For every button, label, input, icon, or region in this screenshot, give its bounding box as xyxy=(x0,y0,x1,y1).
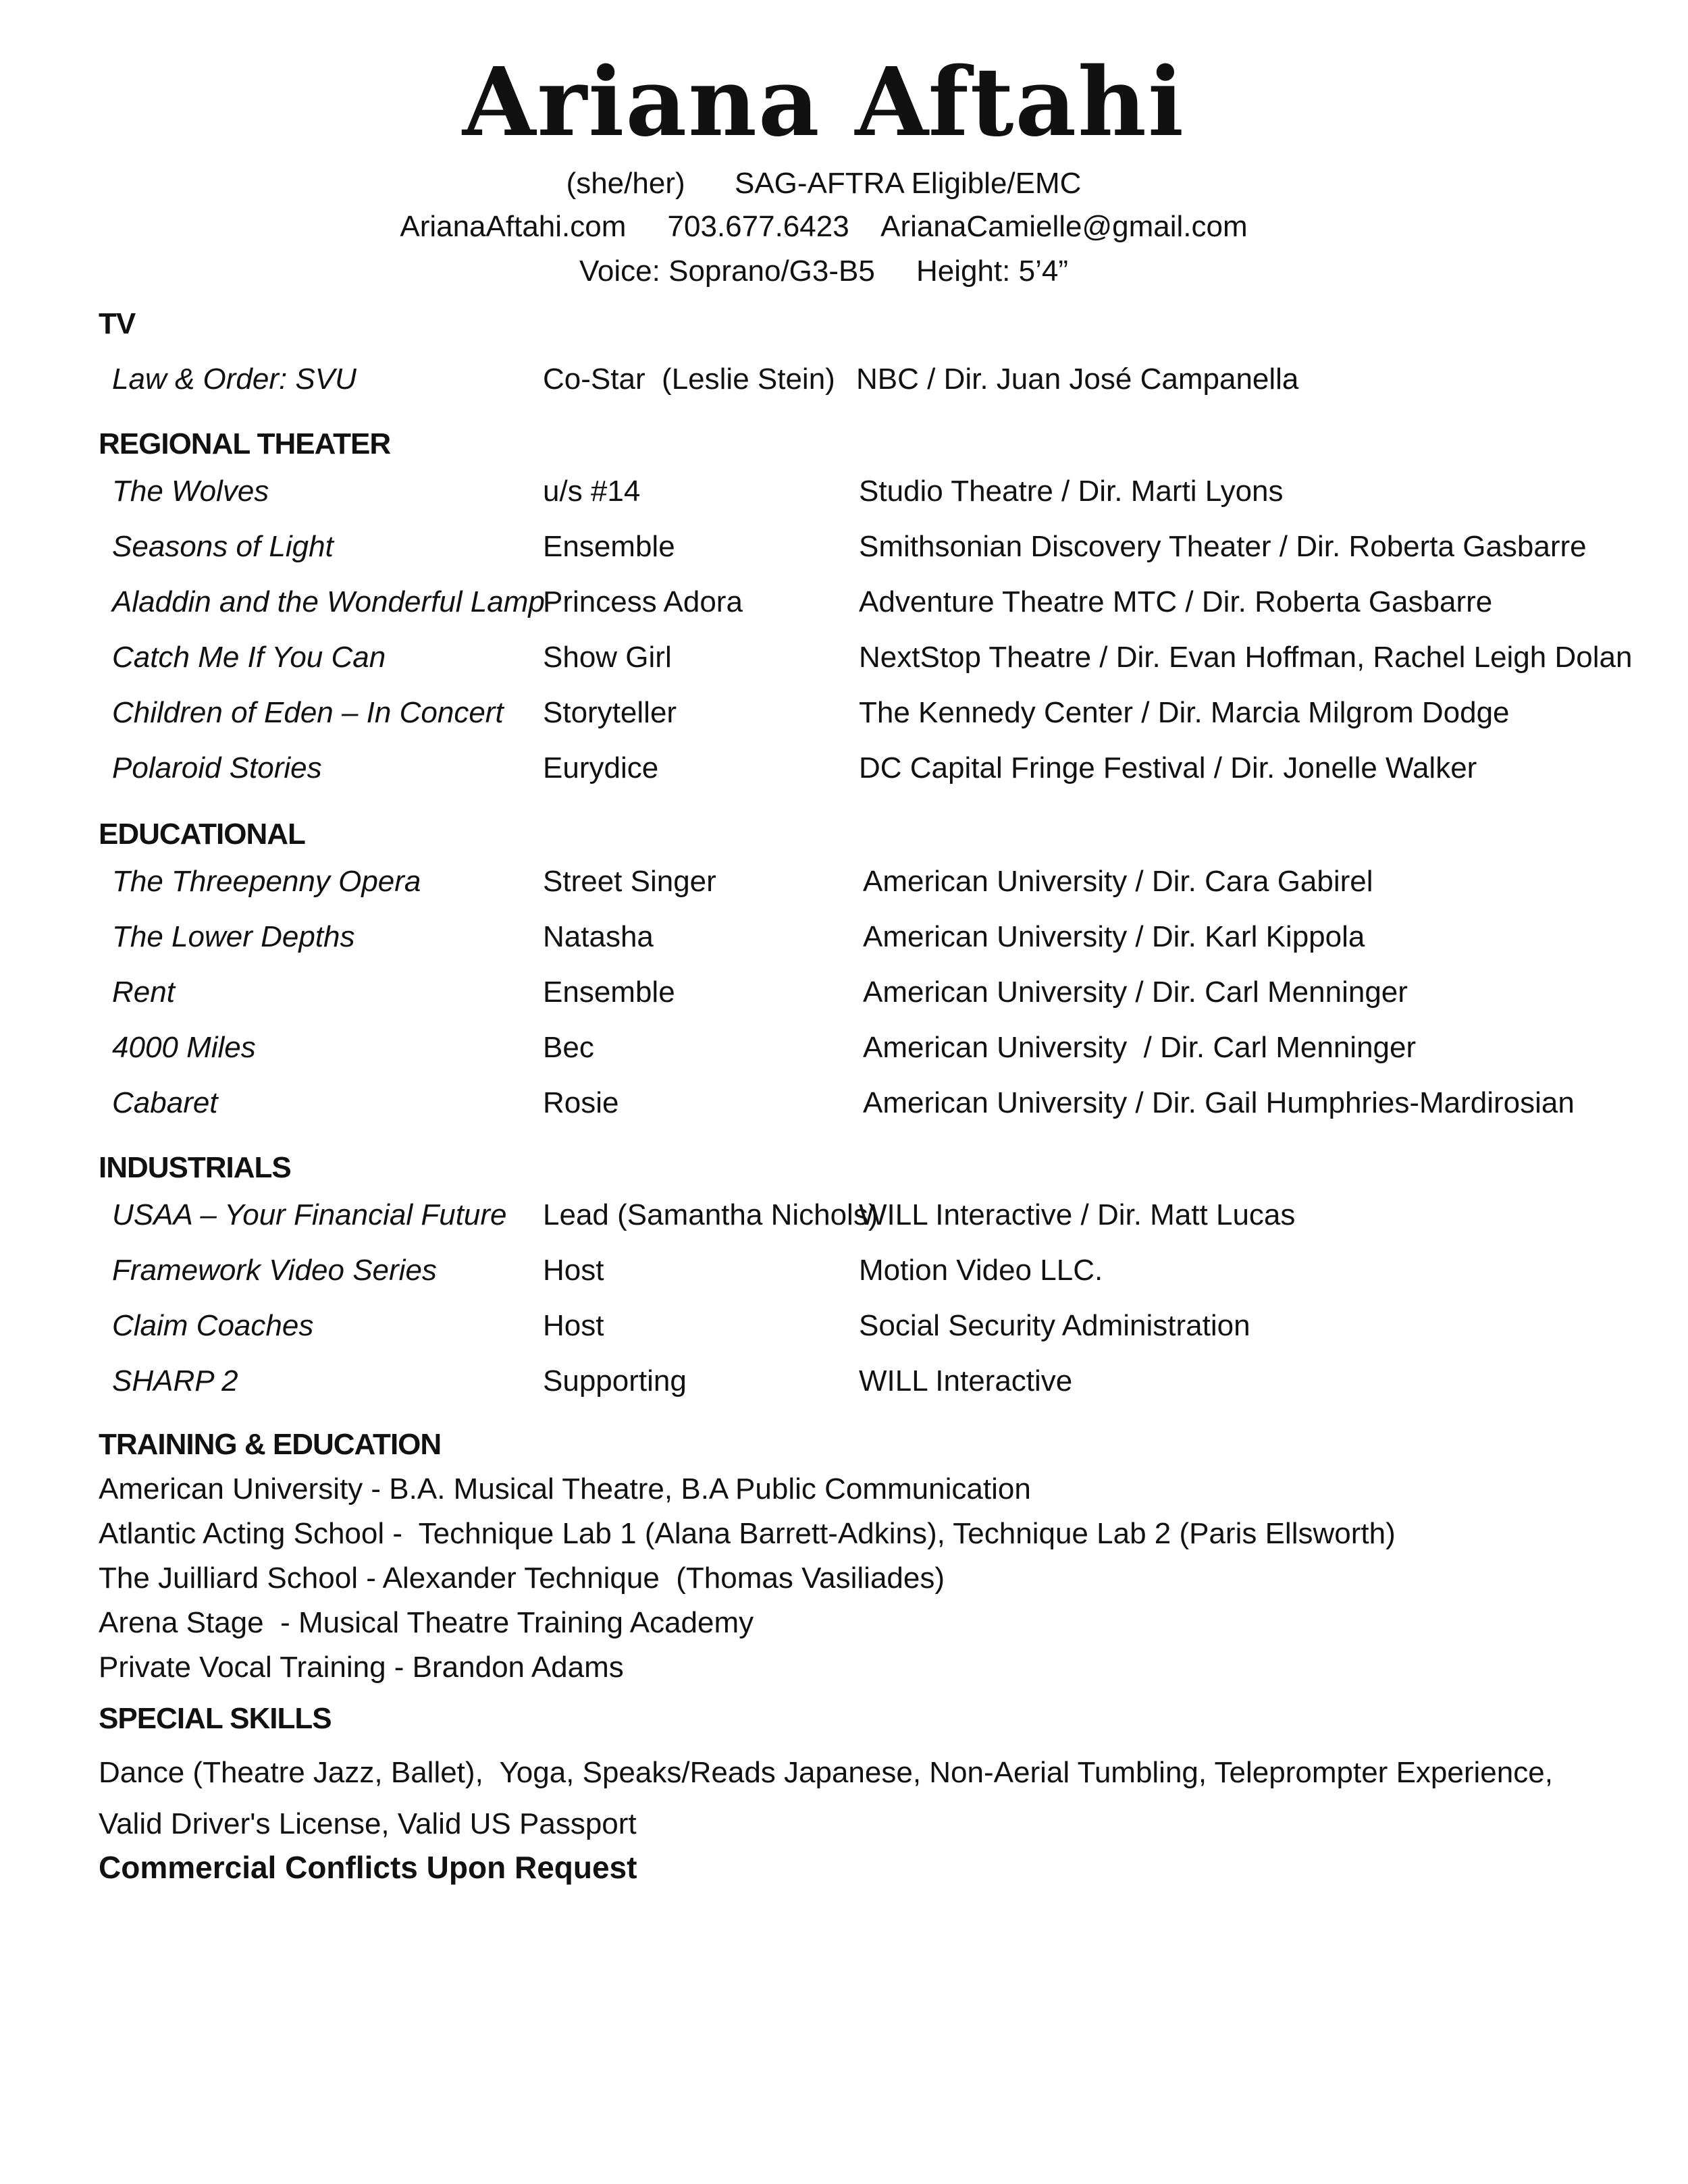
credit-venue: The Kennedy Center / Dir. Marcia Milgrom Dodge xyxy=(859,696,1510,729)
credit-venue: American University / Dir. Gail Humphries-Mardirosian xyxy=(863,1086,1575,1119)
credit-role: Host xyxy=(543,1309,604,1342)
section-title-special-skills: SPECIAL SKILLS xyxy=(99,1702,332,1735)
credit-role: Bec xyxy=(543,1031,594,1064)
credit-venue: Social Security Administration xyxy=(859,1309,1250,1342)
credit-title: The Threepenny Opera xyxy=(112,865,421,898)
section-title-tv: TV xyxy=(99,307,136,340)
credit-title: The Wolves xyxy=(112,475,269,508)
credit-role: Natasha xyxy=(543,920,654,953)
credit-row xyxy=(0,528,1688,568)
skills-line: Valid Driver's License, Valid US Passport xyxy=(99,1807,637,1840)
credit-venue: American University / Dir. Carl Menninger xyxy=(863,976,1408,1009)
credit-venue: American University / Dir. Karl Kippola xyxy=(863,920,1365,953)
voice-height-line: Voice: Soprano/G3-B5 Height: 5’4” xyxy=(579,255,1068,288)
credit-role: Show Girl xyxy=(543,641,672,674)
training-line: Arena Stage - Musical Theatre Training Academy xyxy=(99,1606,754,1639)
credit-row xyxy=(0,473,1688,513)
pronouns-union-line: (she/her) SAG-AFTRA Eligible/EMC xyxy=(566,167,1082,200)
actor-name: Ariana Aftahi xyxy=(462,47,1186,158)
credit-venue: DC Capital Fringe Festival / Dir. Jonelle Walker xyxy=(859,751,1477,784)
credit-role: Supporting xyxy=(543,1364,687,1397)
credit-venue: NBC / Dir. Juan José Campanella xyxy=(856,363,1299,396)
credit-row xyxy=(0,694,1688,735)
credit-role: Ensemble xyxy=(543,976,675,1009)
section-title-industrials: INDUSTRIALS xyxy=(99,1151,291,1184)
credit-title: Law & Order: SVU xyxy=(112,363,357,396)
section-title-educational: EDUCATIONAL xyxy=(99,818,305,851)
credit-row xyxy=(0,1252,1688,1292)
contact-line: ArianaAftahi.com 703.677.6423 ArianaCamielle@gmail.com xyxy=(400,210,1248,243)
commercial-conflicts-note: Commercial Conflicts Upon Request xyxy=(99,1850,637,1885)
credit-row xyxy=(0,863,1688,903)
section-title-training: TRAINING & EDUCATION xyxy=(99,1428,442,1461)
credit-title: Children of Eden – In Concert xyxy=(112,696,504,729)
skills-line: Dance (Theatre Jazz, Ballet), Yoga, Speaks/Reads Japanese, Non-Aerial Tumbling, Teleprompter Experience, xyxy=(99,1756,1553,1789)
training-line: Atlantic Acting School - Technique Lab 1 (Alana Barrett-Adkins), Technique Lab 2 (Paris Ellsworth) xyxy=(99,1517,1396,1550)
credit-venue: American University / Dir. Carl Menninger xyxy=(863,1031,1417,1064)
training-line: Private Vocal Training - Brandon Adams xyxy=(99,1651,624,1684)
training-line: American University - B.A. Musical Theatre, B.A Public Communication xyxy=(99,1472,1031,1506)
credit-row xyxy=(0,639,1688,679)
credit-title: 4000 Miles xyxy=(112,1031,256,1064)
credit-role: Ensemble xyxy=(543,530,675,563)
credit-venue: American University / Dir. Cara Gabirel xyxy=(863,865,1373,898)
credit-title: USAA – Your Financial Future xyxy=(112,1198,507,1231)
credit-title: SHARP 2 xyxy=(112,1364,238,1397)
credit-row xyxy=(0,749,1688,790)
credit-venue: WILL Interactive / Dir. Matt Lucas xyxy=(859,1198,1296,1231)
credit-venue: Studio Theatre / Dir. Marti Lyons xyxy=(859,475,1284,508)
credit-venue: Smithsonian Discovery Theater / Dir. Roberta Gasbarre xyxy=(859,530,1587,563)
credit-role: Eurydice xyxy=(543,751,659,784)
credit-row xyxy=(0,974,1688,1014)
credit-row xyxy=(0,583,1688,624)
credit-role: Storyteller xyxy=(543,696,677,729)
credit-title: Polaroid Stories xyxy=(112,751,322,784)
credit-title: Catch Me If You Can xyxy=(112,641,386,674)
credit-venue: NextStop Theatre / Dir. Evan Hoffman, Rachel Leigh Dolan xyxy=(859,641,1633,674)
credit-venue: Adventure Theatre MTC / Dir. Roberta Gasbarre xyxy=(859,585,1493,618)
credit-row xyxy=(0,1084,1688,1125)
credit-role: Street Singer xyxy=(543,865,716,898)
credit-role: Host xyxy=(543,1254,604,1287)
credit-venue: Motion Video LLC. xyxy=(859,1254,1103,1287)
section-title-regional-theater: REGIONAL THEATER xyxy=(99,427,391,460)
credit-title: Rent xyxy=(112,976,175,1009)
credit-role: Co-Star (Leslie Stein) xyxy=(543,363,835,396)
credit-role: Princess Adora xyxy=(543,585,743,618)
credit-row xyxy=(0,361,1688,401)
credit-title: Claim Coaches xyxy=(112,1309,314,1342)
credit-title: Seasons of Light xyxy=(112,530,334,563)
credit-role: Rosie xyxy=(543,1086,619,1119)
credit-title: Framework Video Series xyxy=(112,1254,437,1287)
credit-row xyxy=(0,918,1688,959)
training-line: The Juilliard School - Alexander Technique (Thomas Vasiliades) xyxy=(99,1562,945,1595)
credit-role: Lead (Samantha Nichols) xyxy=(543,1198,878,1231)
credit-role: u/s #14 xyxy=(543,475,641,508)
credit-row xyxy=(0,1362,1688,1403)
credit-row xyxy=(0,1307,1688,1348)
credit-title: The Lower Depths xyxy=(112,920,355,953)
credit-title: Aladdin and the Wonderful Lamp xyxy=(112,585,545,618)
credit-venue: WILL Interactive xyxy=(859,1364,1073,1397)
credit-title: Cabaret xyxy=(112,1086,218,1119)
credit-row xyxy=(0,1196,1688,1237)
credit-row xyxy=(0,1029,1688,1069)
